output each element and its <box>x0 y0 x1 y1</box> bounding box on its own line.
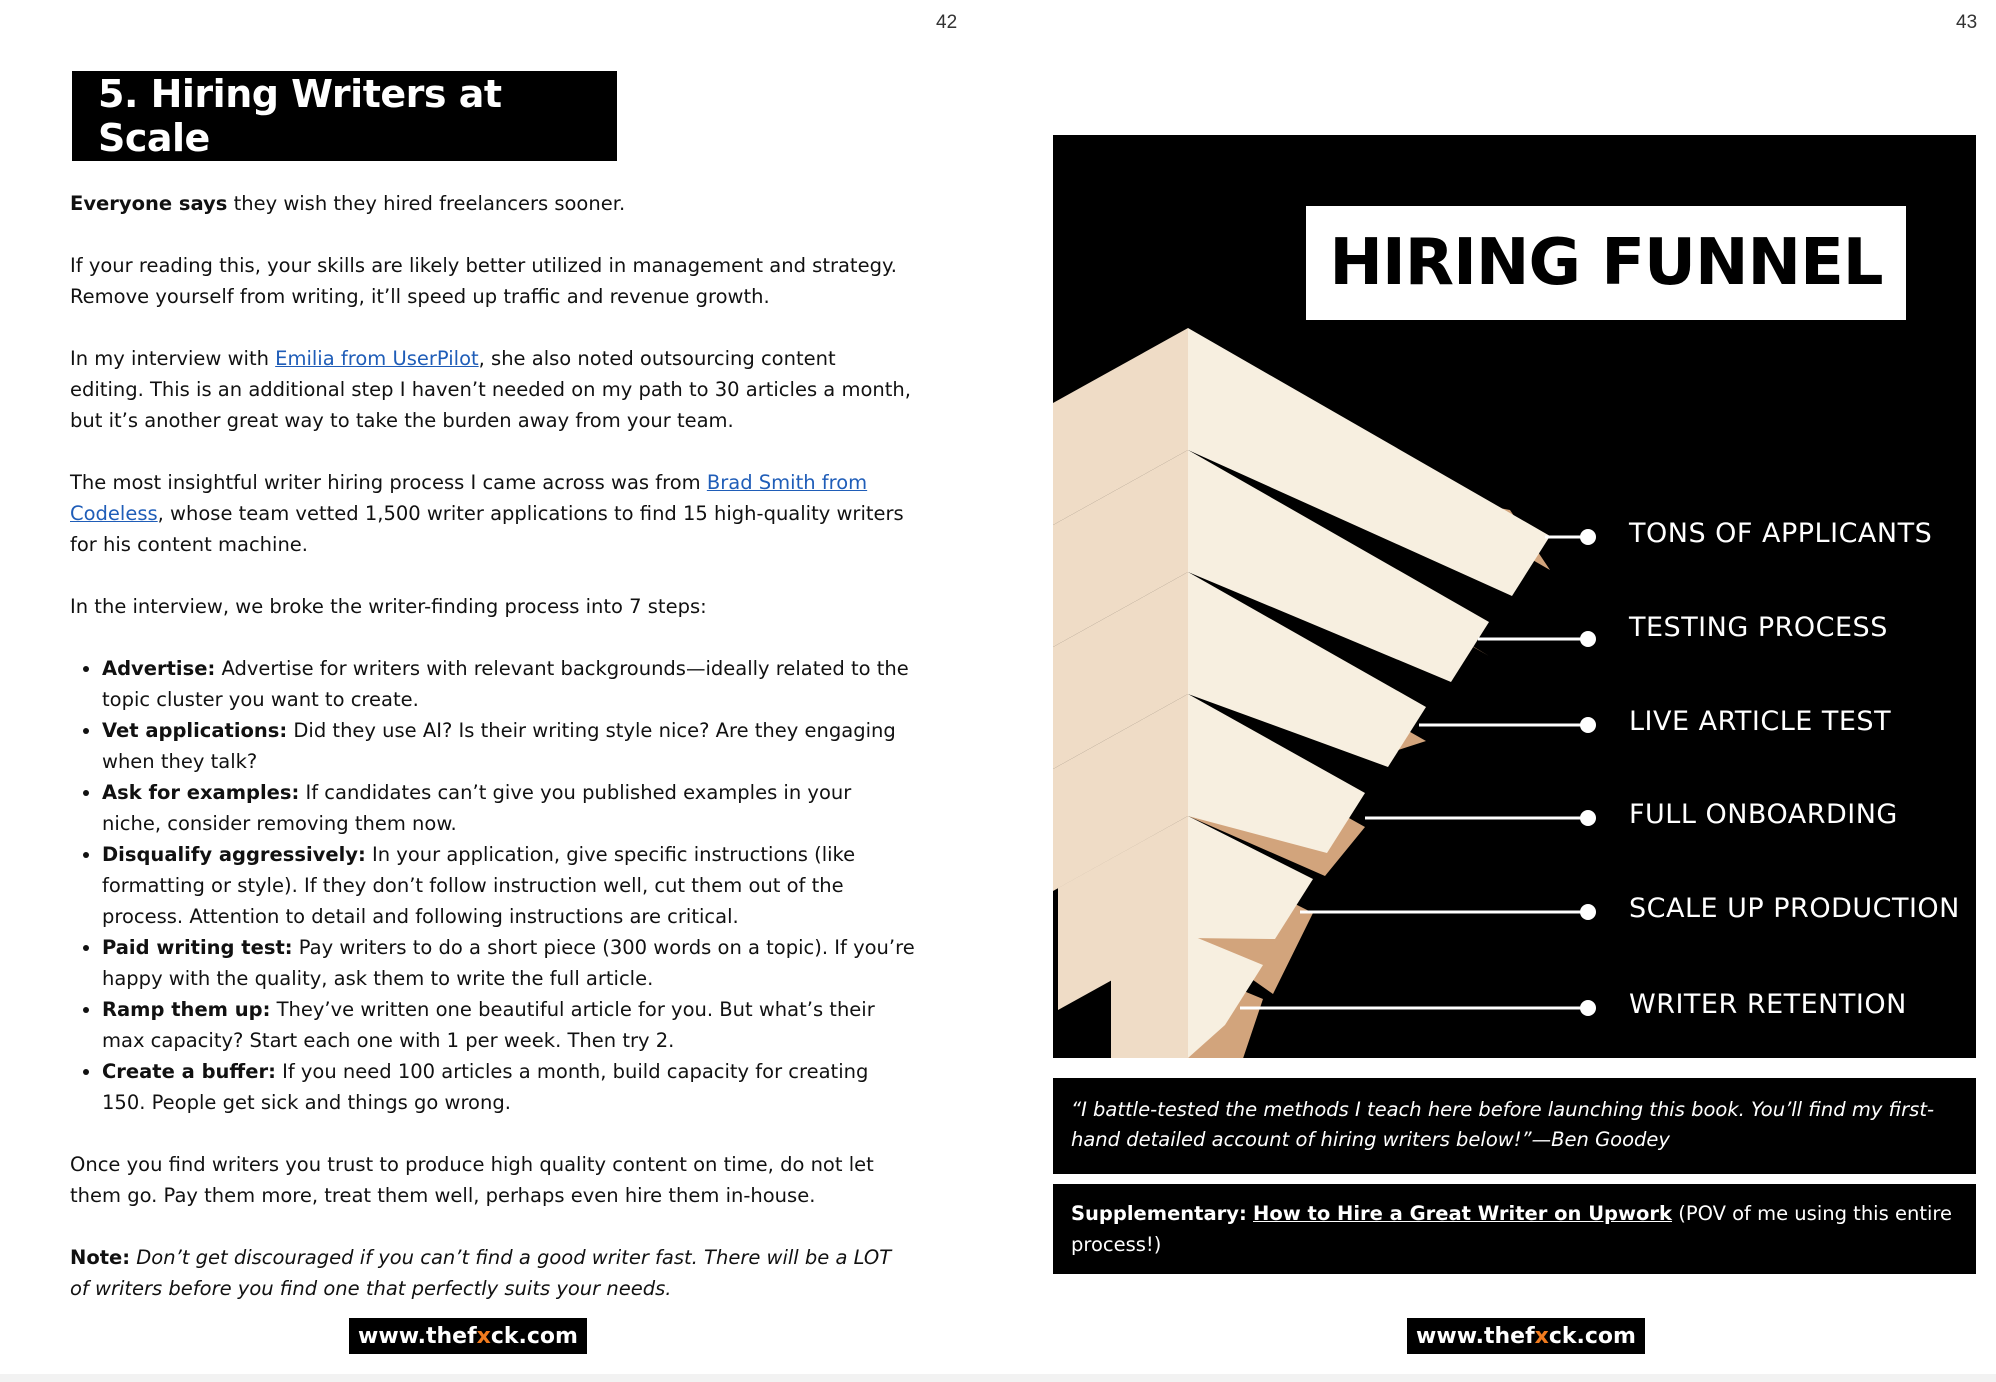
note-text: Don’t get discouraged if you can’t find a good writer fast. There will be a LOT of writers before you find one that perfectly suits your needs. <box>70 1246 892 1300</box>
funnel-title: HIRING FUNNEL <box>1306 206 1906 320</box>
site-post: ck.com <box>490 1323 578 1349</box>
supplementary-after: (POV of me using this entire process!) <box>1071 1202 1952 1256</box>
quote-box: “I battle-tested the methods I teach here before launching this book. You’ll find my first-hand detailed account of hiring writers below!”—Ben Goodey <box>1053 1078 1976 1174</box>
section-heading: 5. Hiring Writers at Scale <box>72 71 617 161</box>
upwork-guide-link[interactable]: How to Hire a Great Writer on Upwork <box>1253 1202 1673 1225</box>
site-url-right[interactable] <box>1407 1318 1645 1354</box>
step-item <box>102 653 915 715</box>
p3-after: , she also noted outsourcing content editing. This is an additional step I haven’t needed on my path to 30 articles a month, but it’s another great way to take the burden away from your team. <box>70 347 911 432</box>
paragraph-2: If your reading this, your skills are likely better utilized in management and strategy. Remove yourself from writing, it’ll speed up traffic and revenue growth. <box>70 254 897 308</box>
site-post: ck.com <box>1548 1323 1636 1349</box>
emilia-link[interactable]: Emilia from UserPilot <box>275 347 479 370</box>
note-paragraph <box>70 1242 915 1304</box>
step-title: Disqualify aggressively: <box>102 843 366 866</box>
step-text: Advertise for writers with relevant backgrounds—ideally related to the topic cluster you want to create. <box>102 657 909 711</box>
steps-list <box>70 653 915 1118</box>
stage-label: TESTING PROCESS <box>1629 612 1888 643</box>
step-title: Advertise: <box>102 657 216 680</box>
connector-dot <box>1580 1000 1596 1016</box>
step-item <box>102 994 915 1056</box>
step-text: Pay writers to do a short piece (300 words on a topic). If you’re happy with the quality, ask them to write the full article. <box>102 936 915 990</box>
stage-label: FULL ONBOARDING <box>1629 799 1898 830</box>
connector-dot <box>1580 904 1596 920</box>
intro-rest: they wish they hired freelancers sooner. <box>227 192 626 215</box>
p3-before: In my interview with <box>70 347 276 370</box>
brad-smith-link[interactable]: Brad Smith from Codeless <box>70 471 868 525</box>
step-text: Did they use AI? Is their writing style nice? Are they engaging when they talk? <box>102 719 896 773</box>
connector-dot <box>1580 631 1596 647</box>
step-item <box>102 715 915 777</box>
paragraph-5: In the interview, we broke the writer-finding process into 7 steps: <box>70 595 707 618</box>
step-title: Paid writing test: <box>102 936 293 959</box>
supplementary-label: Supplementary: <box>1071 1202 1247 1225</box>
site-pre: www.thef <box>358 1323 477 1349</box>
step-title: Ask for examples: <box>102 781 300 804</box>
intro-bold: Everyone says <box>70 192 228 215</box>
step-item <box>102 932 915 994</box>
paragraph-6: Once you find writers you trust to produce high quality content on time, do not let them go. Pay them more, treat them well, perhaps even hire them in-house. <box>70 1153 874 1207</box>
p4-after: , whose team vetted 1,500 writer applications to find 15 high-quality writers for his content machine. <box>70 502 904 556</box>
site-url-left[interactable] <box>349 1318 587 1354</box>
step-text: If you need 100 articles a month, build capacity for creating 150. People get sick and things go wrong. <box>102 1060 869 1114</box>
stage-label: SCALE UP PRODUCTION <box>1629 893 1960 924</box>
intro-paragraph <box>70 188 915 219</box>
paragraph-4 <box>70 467 915 560</box>
step-text: In your application, give specific instructions (like formatting or style). If they don’t follow instruction well, cut them out of the process. Attention to detail and following instructions are critical. <box>102 843 856 928</box>
note-label: Note: <box>70 1246 131 1269</box>
p4-before: The most insightful writer hiring process I came across was from <box>70 471 707 494</box>
page-number-left: 42 <box>936 12 958 33</box>
left-page-body <box>70 188 915 1335</box>
step-title: Ramp them up: <box>102 998 271 1021</box>
site-pre: www.thef <box>1416 1323 1535 1349</box>
stage-label: LIVE ARTICLE TEST <box>1629 706 1892 737</box>
paragraph-3 <box>70 343 915 436</box>
step-title: Create a buffer: <box>102 1060 276 1083</box>
step-text: They’ve written one beautiful article for you. But what’s their max capacity? Start each one with 1 per week. Then try 2. <box>102 998 875 1052</box>
site-x: x <box>476 1323 491 1349</box>
supplementary-box <box>1053 1184 1976 1274</box>
step-title: Vet applications: <box>102 719 288 742</box>
step-item <box>102 1056 915 1118</box>
step-item <box>102 839 915 932</box>
step-item <box>102 777 915 839</box>
connector-dot <box>1580 810 1596 826</box>
bottom-edge <box>0 1374 1996 1382</box>
stage-label: WRITER RETENTION <box>1629 989 1907 1020</box>
hiring-funnel-panel <box>1053 135 1976 1058</box>
stage-label: TONS OF APPLICANTS <box>1629 518 1933 549</box>
site-x: x <box>1534 1323 1549 1349</box>
connector-dot <box>1580 717 1596 733</box>
page-number-right: 43 <box>1956 12 1978 33</box>
step-text: If candidates can’t give you published examples in your niche, consider removing them now. <box>102 781 852 835</box>
connector-dot <box>1580 529 1596 545</box>
